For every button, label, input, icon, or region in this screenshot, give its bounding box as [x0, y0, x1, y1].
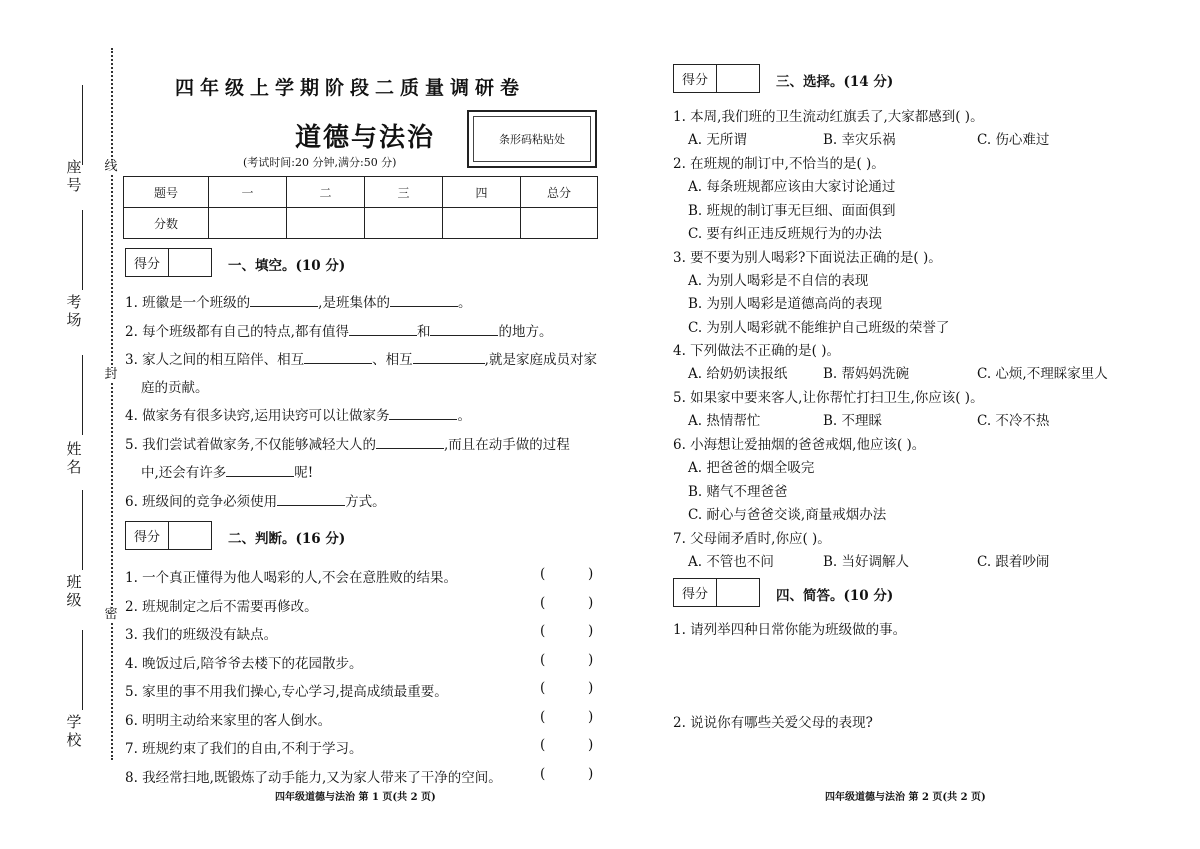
judge-question: 8. 我经常扫地,既锻炼了动手能力,又为家人带来了干净的空间。	[125, 769, 502, 786]
option-a[interactable]: A. 热情帮忙	[688, 413, 761, 429]
choice-question-4: 4. 下列做法不正确的是( )。	[673, 343, 840, 359]
section4-title: 四、简答。(10 分)	[776, 588, 894, 604]
option-b[interactable]: B. 当好调解人	[823, 554, 910, 570]
fill-question-5: 5. 我们尝试着做家务,不仅能够减轻大人的 ,而且在动手做的过程	[125, 433, 570, 453]
answer-paren-open[interactable]: (	[540, 566, 546, 582]
choice-question-6: 6. 小海想让爱抽烟的爸爸戒烟,他应该( )。	[673, 437, 926, 453]
answer-paren-close[interactable]: )	[588, 680, 594, 696]
answer-paren-open[interactable]: (	[540, 594, 546, 611]
option-c[interactable]: C. 跟着吵闹	[977, 554, 1050, 570]
school-label: 学校	[66, 713, 82, 749]
option-b[interactable]: B. 赌气不理爸爸	[688, 484, 788, 500]
option-c[interactable]: C. 伤心难过	[977, 132, 1050, 148]
answer-blank[interactable]	[349, 321, 417, 336]
fill-question-4: 4. 做家务有很多诀窍,运用诀窍可以让做家务 。	[125, 404, 471, 424]
option-c[interactable]: C. 耐心与爸爸交谈,商量戒烟办法	[688, 507, 887, 523]
score-input-cell[interactable]	[209, 208, 287, 239]
subject-title: 道德与法治	[295, 123, 436, 153]
table-cell: 总分	[521, 177, 598, 208]
answer-blank[interactable]	[376, 434, 444, 449]
class-line	[82, 490, 83, 570]
score-label: 得分	[126, 249, 169, 276]
answer-paren-close[interactable]: )	[588, 566, 594, 582]
table-cell: 三	[365, 177, 443, 208]
table-cell: 二	[287, 177, 365, 208]
barcode-box	[467, 110, 597, 168]
option-a[interactable]: A. 不管也不问	[688, 554, 774, 570]
score-table	[123, 176, 598, 239]
answer-blank[interactable]	[430, 321, 498, 336]
judge-question: 6. 明明主动给来家里的客人倒水。	[125, 712, 332, 729]
fill-question-3: 3. 家人之间的相互陪伴、相互 、相互 ,就是家庭成员对家	[125, 348, 597, 368]
section1-title: 一、填空。(10 分)	[228, 258, 346, 274]
short-answer-question-2: 2. 说说你有哪些关爱父母的表现?	[673, 715, 873, 731]
section4-scorebox[interactable]	[673, 578, 760, 607]
choice-question-5: 5. 如果家中要来客人,让你帮忙打扫卫生,你应该( )。	[673, 390, 984, 406]
name-line	[82, 355, 83, 435]
judge-question: 4. 晚饭过后,陪爷爷去楼下的花园散步。	[125, 655, 363, 672]
answer-blank[interactable]	[250, 292, 318, 307]
seal-dotted-line	[111, 48, 113, 760]
answer-paren-open[interactable]: (	[540, 765, 546, 782]
answer-paren-close[interactable]: )	[588, 594, 594, 611]
section3-title: 三、选择。(14 分)	[776, 74, 894, 90]
barcode-label: 条形码粘贴处	[473, 116, 591, 162]
score-input-cell[interactable]	[287, 208, 365, 239]
school-line	[82, 630, 83, 710]
section3-scorebox[interactable]	[673, 64, 760, 93]
choice-question-2: 2. 在班规的制订中,不恰当的是( )。	[673, 156, 885, 172]
answer-paren-close[interactable]: )	[588, 765, 594, 782]
option-b[interactable]: B. 幸灾乐祸	[823, 132, 896, 148]
page2-footer: 四年级道德与法治 第 2 页(共 2 页)	[825, 792, 986, 803]
score-label: 得分	[674, 65, 717, 92]
seat-label: 座号	[66, 158, 82, 194]
option-a[interactable]: A. 为别人喝彩是不自信的表现	[688, 273, 869, 289]
table-cell: 题号	[124, 177, 209, 208]
short-answer-question-1: 1. 请列举四种日常你能为班级做的事。	[673, 622, 907, 638]
fill-question-5-cont: 中,还会有许多 呢!	[141, 461, 313, 481]
option-a[interactable]: A. 每条班规都应该由大家讨论通过	[688, 179, 896, 195]
answer-paren-open[interactable]: (	[540, 708, 546, 725]
table-row	[124, 208, 598, 239]
option-b[interactable]: B. 帮妈妈洗碗	[823, 366, 910, 382]
judge-question: 7. 班规约束了我们的自由,不利于学习。	[125, 741, 363, 757]
answer-blank[interactable]	[389, 405, 457, 420]
answer-paren-open[interactable]: (	[540, 680, 546, 696]
answer-paren-open[interactable]: (	[540, 623, 546, 639]
name-label: 姓名	[66, 440, 82, 476]
option-c[interactable]: C. 不冷不热	[977, 413, 1050, 429]
option-b[interactable]: B. 不理睬	[823, 413, 883, 429]
choice-question-1: 1. 本周,我们班的卫生流动红旗丢了,大家都感到( )。	[673, 109, 984, 125]
score-input-cell[interactable]	[365, 208, 443, 239]
option-b[interactable]: B. 为别人喝彩是道德高尚的表现	[688, 296, 883, 312]
seal-char-secret: 密	[104, 607, 118, 622]
option-a[interactable]: A. 给奶奶读报纸	[688, 366, 788, 382]
option-a[interactable]: A. 把爸爸的烟全吸完	[688, 460, 815, 476]
score-label: 得分	[674, 579, 717, 606]
score-input-cell[interactable]	[521, 208, 598, 239]
answer-blank[interactable]	[390, 292, 458, 307]
judge-question: 3. 我们的班级没有缺点。	[125, 627, 278, 643]
table-row	[124, 177, 598, 208]
exam-title: 四年级上学期阶段二质量调研卷	[175, 77, 526, 99]
option-c[interactable]: C. 为别人喝彩就不能维护自己班级的荣誉了	[688, 320, 950, 336]
score-label: 得分	[126, 522, 169, 549]
table-cell: 分数	[124, 208, 209, 239]
answer-paren-close[interactable]: )	[588, 623, 594, 639]
score-input-cell[interactable]	[443, 208, 521, 239]
fill-question-3-cont: 庭的贡献。	[141, 380, 209, 396]
answer-paren-open[interactable]: (	[540, 737, 546, 753]
answer-blank[interactable]	[413, 349, 485, 364]
seal-char-line: 线	[104, 159, 118, 174]
seal-char-seal: 封	[104, 367, 118, 382]
page1-footer: 四年级道德与法治 第 1 页(共 2 页)	[275, 792, 436, 803]
fill-question-1: 1. 班徽是一个班级的 ,是班集体的 。	[125, 291, 471, 311]
section1-scorebox[interactable]	[125, 248, 212, 277]
option-c[interactable]: C. 心烦,不理睬家里人	[977, 366, 1108, 382]
option-a[interactable]: A. 无所谓	[688, 132, 747, 148]
section2-scorebox[interactable]	[125, 521, 212, 550]
answer-blank[interactable]	[304, 349, 372, 364]
answer-blank[interactable]	[226, 462, 294, 477]
choice-question-3: 3. 要不要为别人喝彩?下面说法正确的是( )。	[673, 250, 942, 266]
answer-paren-close[interactable]: )	[588, 737, 594, 753]
option-b[interactable]: B. 班规的制订事无巨细、面面俱到	[688, 203, 896, 219]
answer-paren-close[interactable]: )	[588, 708, 594, 725]
answer-blank[interactable]	[277, 491, 345, 506]
room-label: 考场	[66, 293, 82, 329]
class-label: 班级	[66, 573, 82, 609]
fill-question-2: 2. 每个班级都有自己的特点,都有值得 和 的地方。	[125, 320, 552, 340]
exam-info: (考试时间:20 分钟,满分:50 分)	[243, 156, 397, 169]
section2-title: 二、判断。(16 分)	[228, 531, 346, 547]
seat-line	[82, 85, 83, 165]
table-cell: 四	[443, 177, 521, 208]
answer-paren-open[interactable]: (	[540, 651, 546, 668]
room-line	[82, 210, 83, 290]
answer-paren-close[interactable]: )	[588, 651, 594, 668]
option-c[interactable]: C. 要有纠正违反班规行为的办法	[688, 226, 882, 242]
choice-question-7: 7. 父母闹矛盾时,你应( )。	[673, 531, 831, 547]
table-cell: 一	[209, 177, 287, 208]
judge-question: 1. 一个真正懂得为他人喝彩的人,不会在意胜败的结果。	[125, 570, 457, 586]
fill-question-6: 6. 班级间的竞争必须使用 方式。	[125, 490, 386, 510]
judge-question: 2. 班规制定之后不需要再修改。	[125, 598, 318, 615]
judge-question: 5. 家里的事不用我们操心,专心学习,提高成绩最重要。	[125, 684, 448, 700]
